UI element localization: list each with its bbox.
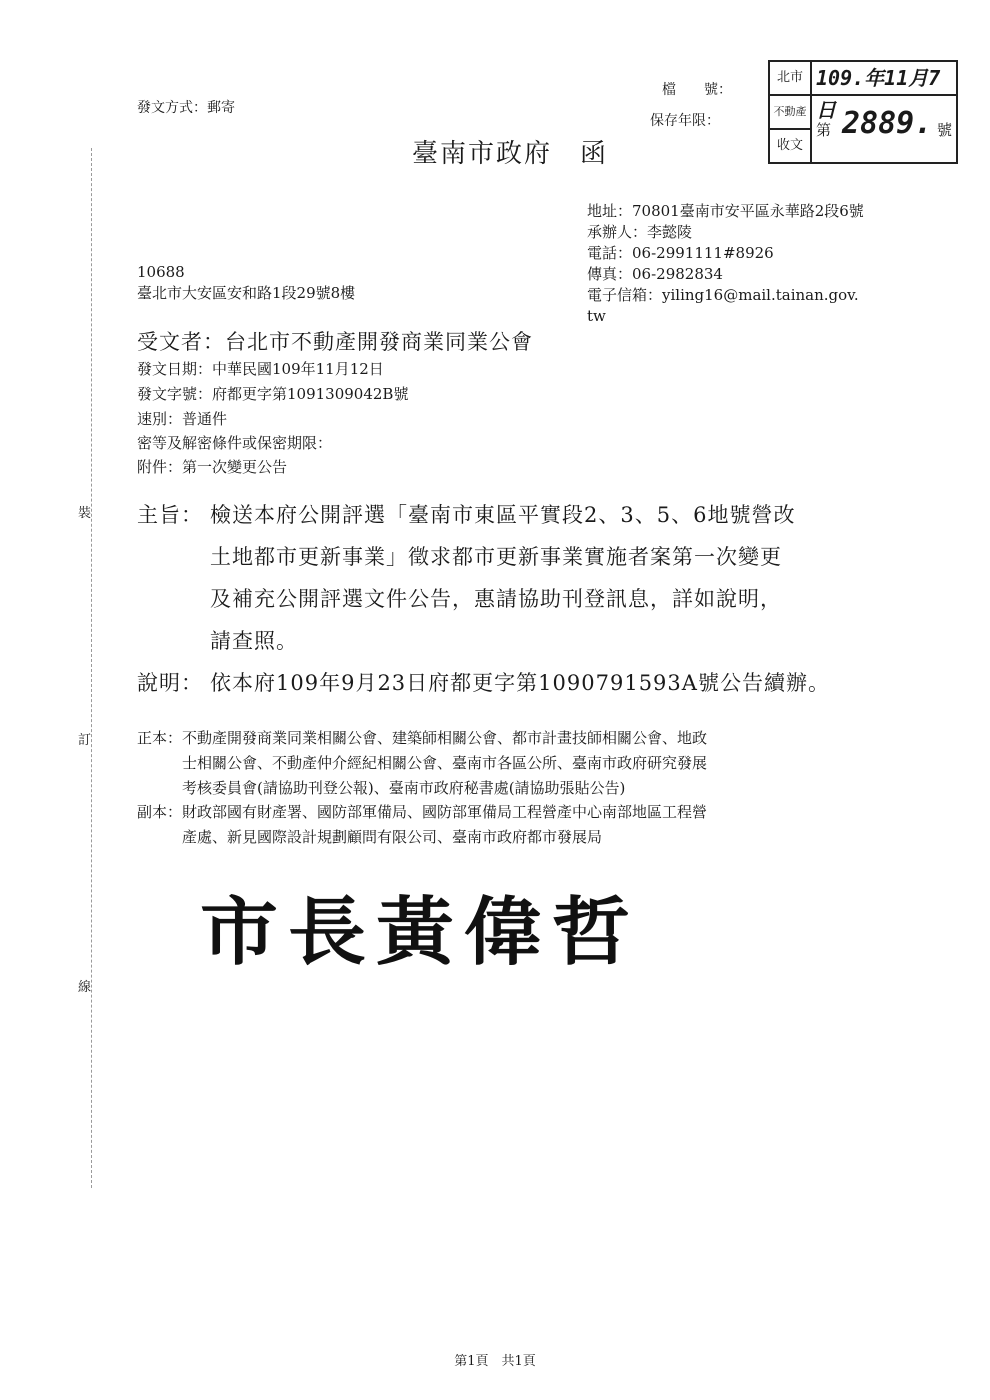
- document-number: 發文字號：府都更字第1091309042B號: [137, 385, 409, 403]
- stamp-org: 北市: [770, 62, 812, 96]
- page-number-footer: 第1頁 共1頁: [454, 1354, 536, 1369]
- document-title: 臺南市政府 函: [412, 139, 609, 169]
- explanation-text: 依本府109年9月23日府都更字第1090791593A號公告續辦。: [210, 671, 830, 695]
- attachment: 附件：第一次變更公告: [137, 458, 288, 476]
- file-number-label: 檔 號：: [662, 82, 732, 98]
- receipt-stamp: [768, 60, 958, 164]
- binding-mark-ding: 訂: [78, 727, 91, 750]
- stamp-number-prefix: 第: [816, 121, 832, 139]
- subject-line-1: 檢送本府公開評選「臺南市東區平實段2、3、5、6地號營改: [210, 503, 796, 527]
- copy-recipients-line-1: 財政部國有財產署、國防部軍備局、國防部軍備局工程營產中心南部地區工程營: [182, 803, 708, 821]
- sender-fax: 傳真：06-2982834: [587, 265, 723, 283]
- speed-category: 速別：普通件: [137, 410, 228, 428]
- retention-period-label: 保存年限：: [650, 113, 720, 129]
- sender-phone: 電話：06-2991111#8926: [587, 244, 774, 262]
- main-recipients-line-1: 不動產開發商業同業相關公會、建築師相關公會、都市計畫技師相關公會、地政: [182, 729, 708, 747]
- stamp-org-sub: 不動產: [770, 96, 812, 130]
- sender-email-cont: tw: [587, 307, 606, 325]
- subject-line-2: 土地都市更新事業」徵求都市更新事業實施者案第一次變更: [210, 545, 782, 569]
- secrecy-level: 密等及解密條件或保密期限：: [137, 434, 333, 452]
- binding-guide-line: [91, 148, 92, 1188]
- recipient-line: 受文者：台北市不動產開發商業同業公會: [137, 330, 533, 354]
- mayor-signature-seal: 市長黃偉哲: [200, 888, 641, 976]
- subject-label: 主旨：: [137, 503, 203, 527]
- main-recipients-label: 正本：: [137, 729, 183, 747]
- recipient-address: 臺北市大安區安和路1段29號8樓: [137, 284, 356, 302]
- copy-recipients-line-2: 產處、新見國際設計規劃顧問有限公司、臺南市政府都市發展局: [182, 828, 603, 846]
- main-recipients-line-3: 考核委員會(請協助刊登公報)、臺南市政府秘書處(請協助張貼公告): [182, 779, 626, 797]
- sender-contact: 承辦人：李懿陵: [587, 223, 693, 241]
- explanation-label: 說明：: [137, 671, 203, 695]
- main-recipients-line-2: 士相關公會、不動產仲介經紀相關公會、臺南市各區公所、臺南市政府研究發展: [182, 754, 708, 772]
- stamp-received: 收文: [770, 130, 812, 162]
- copy-recipients-label: 副本：: [137, 803, 183, 821]
- dispatch-date: 發文日期：中華民國109年11月12日: [137, 360, 384, 378]
- binding-mark-zhuang: 裝: [78, 500, 91, 523]
- sender-email: 電子信箱：yiling16@mail.tainan.gov.: [587, 286, 859, 304]
- sender-address: 地址：70801臺南市安平區永華路2段6號: [587, 202, 864, 220]
- dispatch-method: 發文方式：郵寄: [137, 100, 235, 116]
- subject-line-3: 及補充公開評選文件公告，惠請協助刊登訊息，詳如說明，: [210, 587, 782, 611]
- subject-line-4: 請查照。: [210, 629, 298, 653]
- stamp-number-cell: [812, 96, 956, 162]
- stamp-number-suffix: 號: [936, 121, 952, 139]
- stamp-number: 2889.: [842, 106, 933, 141]
- binding-mark-xian: 線: [78, 974, 91, 997]
- recipient-postal-code: 10688: [137, 263, 185, 281]
- stamp-date: 109.年11月7日: [812, 62, 956, 96]
